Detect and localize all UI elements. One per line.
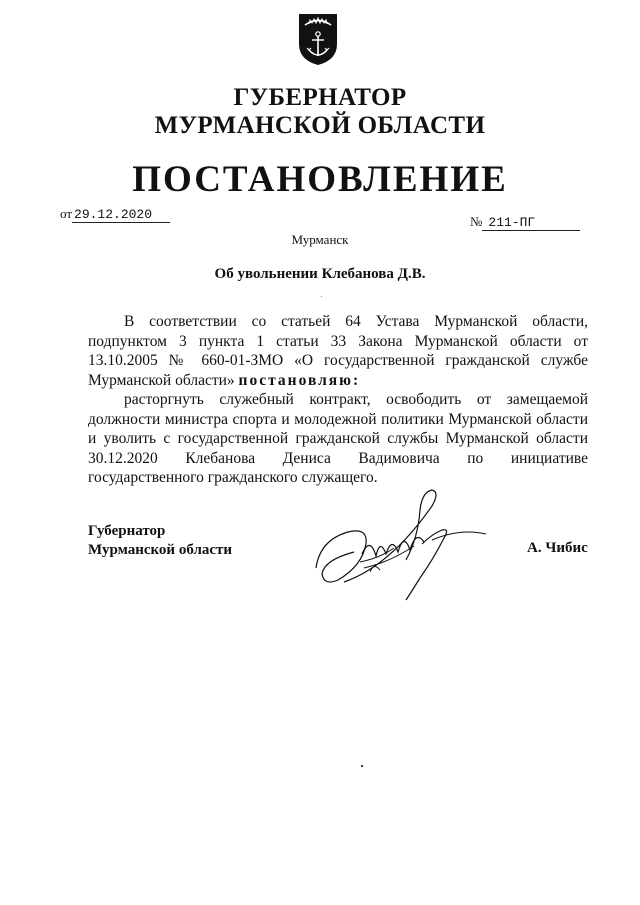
document-body xyxy=(88,312,588,488)
authority-line-2: МУРМАНСКОЙ ОБЛАСТИ xyxy=(154,112,486,139)
body-paragraph-basis xyxy=(88,312,588,390)
number-prefix: № xyxy=(470,214,483,229)
document-type-title: ПОСТАНОВЛЕНИЕ xyxy=(132,159,508,200)
signatory-title xyxy=(88,522,232,560)
body-paragraph-decision: расторгнуть служебный контракт, освободить от замещаемой должности министра спорта и молодежной политики Мурманской области и уволить с государственной гражданской службы Мурманской области 30.12.2020 Клебанова Дениса Вадимовича по инициативе государственного гражданского служащего. xyxy=(88,391,588,486)
authority-line-1: ГУБЕРНАТОР xyxy=(233,84,407,111)
date-field xyxy=(60,206,170,223)
number-field xyxy=(470,214,580,231)
signatory-title-line-2: Мурманской области xyxy=(88,542,233,558)
scan-speck xyxy=(361,765,363,767)
coat-of-arms-icon xyxy=(297,10,339,66)
document-subject: Об увольнении Клебанова Д.В. xyxy=(214,266,426,282)
number-value: 211-ПГ xyxy=(482,215,580,231)
date-value: 29.12.2020 xyxy=(72,207,170,223)
resolve-word: постановляю: xyxy=(238,371,361,389)
signatory-name: А. Чибис xyxy=(527,540,588,556)
signatory-title-line-1: Губернатор xyxy=(88,523,166,539)
authority-heading xyxy=(0,84,640,140)
handwritten-signature xyxy=(310,482,490,604)
place-of-issue: Мурманск xyxy=(291,232,349,247)
basis-text: В соответствии со статьей 64 Устава Мурманской области, подпунктом 3 пункта 1 статьи 33 Закона Мурманской области от 13.10.2005 № 660-01-ЗМО «О государственной гражданской службе Мурманской области» xyxy=(88,313,588,389)
scan-speck xyxy=(321,296,322,297)
date-prefix: от xyxy=(60,206,73,221)
